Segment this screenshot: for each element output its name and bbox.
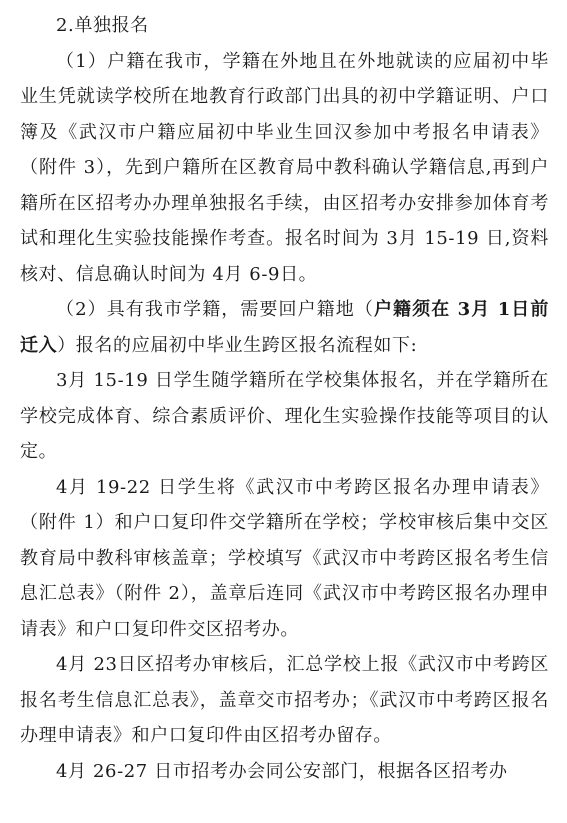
paragraph-cross-district-tail: ）报名的应届初中毕业生跨区报名流程如下:: [57, 334, 418, 356]
paragraph-april-submission: 4月 19-22 日学生将《武汉市中考跨区报名办理申请表》（附件 1）和户口复印件交学籍所在学校；学校审核后集中交区教育局中教科审核盖章；学校填写《武汉市中考跨区报名考生信息汇总表》（附件 2），盖章后连同《武汉市中考跨区报名办理申请表》和户口复印件交区招考办。: [20, 476, 549, 640]
paragraph-april-review: 4月 23日区招考办审核后，汇总学校上报《武汉市中考跨区报名考生信息汇总表》，盖章交市招考办；《武汉市中考跨区报名办理申请表》和户口复印件由区招考办留存。: [20, 654, 549, 746]
paragraph-april-verification: 4月 26-27 日市招考办会同公安部门，根据各区招考办: [56, 760, 508, 782]
section-heading: 2.单独报名: [56, 15, 149, 36]
paragraph-cross-district: [20, 292, 549, 363]
paragraph-cross-district-lead: （2）具有我市学籍，需要回户籍地（: [56, 299, 374, 320]
household-deadline-emphasis: 户籍须在 3月 1日前迁入: [20, 299, 549, 356]
paragraph-march-registration: 3月 15-19 日学生随学籍所在学校集体报名，并在学籍所在学校完成体育、综合素质评价、理化生实验操作技能等项目的认定。: [20, 370, 549, 462]
paragraph-local-registration: （1）户籍在我市，学籍在外地且在外地就读的应届初中毕业生凭就读学校所在地教育行政部门出具的初中学籍证明、户口簿及《武汉市户籍应届初中毕业生回汉参加中考报名申请表》（附件 3），先到户籍所在区教育局中教科确认学籍信息,再到户籍所在区招考办办理单独报名手续，由区招考办安排参加体育考试和理化生实验技能操作考查。报名时间为 3月 15-19 日,资料核对、信息确认时间为 4月 6-9日。: [20, 50, 549, 285]
